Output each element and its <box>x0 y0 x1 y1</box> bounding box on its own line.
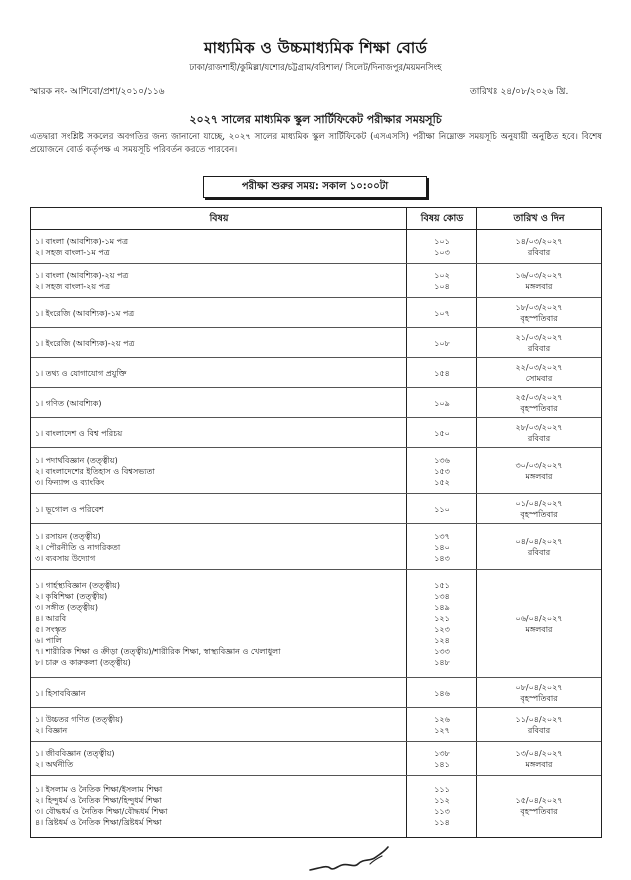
subject-code: ১০১ <box>434 237 450 246</box>
subject-code: ১০৪ <box>434 282 450 291</box>
exam-date: ২৮/০৩/২০২৭ <box>515 423 563 432</box>
exam-date-cell <box>477 613 601 635</box>
signature <box>300 838 410 878</box>
subject-code: ১১০ <box>434 505 450 514</box>
subject-name: ১। ইসলাম ও নৈতিক শিক্ষা/ইসলাম শিক্ষা <box>35 785 163 794</box>
subject-name: ৪। খ্রিষ্টধর্ম ও নৈতিক শিক্ষা/খ্রিষ্টধর্ম শিক্ষা <box>35 818 162 827</box>
subject-name: ১। গণিত (আবশ্যিক) <box>35 399 102 408</box>
subject-name: ৩। বৌদ্ধধর্ম ও নৈতিক শিক্ষা/বৌদ্ধধর্ম শিক্ষা <box>35 807 168 816</box>
subject-code: ১৪৬ <box>434 689 450 698</box>
subject-name: ২। সহজ বাংলা-১ম পত্র <box>35 248 110 257</box>
schedule-row <box>31 358 601 388</box>
exam-day: রবিবার <box>527 726 551 735</box>
subject-code: ১৪৩ <box>434 554 450 563</box>
schedule-row <box>31 388 601 418</box>
subject-name: ১। বাংলা (আবশ্যিক)-২য় পত্র <box>35 271 129 280</box>
exam-date: ২১/০৩/২০২৭ <box>515 333 563 342</box>
subject-name: ৩। ব্যবসায় উদ্যোগ <box>35 554 96 563</box>
exam-date-cell <box>477 392 601 414</box>
subject-code: ১৩৩ <box>434 647 450 656</box>
exam-day: বৃহস্পতিবার <box>520 404 558 413</box>
exam-date-cell <box>477 236 601 258</box>
exam-date-cell <box>477 795 601 817</box>
subject-name: ৭। শারীরিক শিক্ষা ও ক্রীড়া (তত্ত্বীয়)/শারীরিক শিক্ষা, স্বাস্থ্যবিজ্ঞান ও খেলাধুলা <box>35 647 281 656</box>
header-date-day: তারিখ ও দিন <box>513 213 565 224</box>
exam-date-cell <box>477 748 601 770</box>
subject-name: ১। গার্হস্থ্যবিজ্ঞান (তত্ত্বীয়) <box>35 581 120 590</box>
exam-day: মঙ্গলবার <box>525 760 553 769</box>
subject-code: ১৪১ <box>434 760 450 769</box>
subject-name: ১। রসায়ন (তত্ত্বীয়) <box>35 532 101 541</box>
board-name: মাধ্যমিক ও উচ্চমাধ্যমিক শিক্ষা বোর্ড <box>203 39 428 57</box>
subject-name: ২। হিন্দুধর্ম ও নৈতিক শিক্ষা/হিন্দুধর্ম শিক্ষা <box>35 796 162 805</box>
schedule-row <box>31 264 601 298</box>
subject-name: ২। অর্থনীতি <box>35 760 74 769</box>
subject-code: ১০৯ <box>434 399 450 408</box>
subject-name: ২। বিজ্ঞান <box>35 726 68 735</box>
exam-date: ৩০/০৩/২০২৭ <box>515 461 563 470</box>
subject-code: ১৫০ <box>434 429 450 438</box>
exam-date-cell <box>477 498 601 520</box>
subject-code: ১৪৯ <box>434 603 450 612</box>
exam-day: রবিবার <box>527 344 551 353</box>
exam-date-cell <box>477 536 601 558</box>
issue-date: তারিখঃ ২৪/০৮/২০২৬ খ্রি. <box>470 87 569 97</box>
subject-code: ১১২ <box>434 796 450 805</box>
exam-date: ১৫/০৪/২০২৭ <box>515 796 563 805</box>
exam-day: মঙ্গলবার <box>525 625 553 634</box>
subject-code: ১৫৩ <box>434 467 450 476</box>
exam-date: ০৬/০৪/২০২৭ <box>515 614 563 623</box>
exam-date-cell <box>477 460 601 482</box>
subject-name: ১। তথ্য ও যোগাযোগ প্রযুক্তি <box>35 369 127 378</box>
subject-name: ২। কৃষিশিক্ষা (তত্ত্বীয়) <box>35 592 108 601</box>
exam-day: রবিবার <box>527 248 551 257</box>
exam-date-cell <box>477 362 601 384</box>
schedule-row <box>31 776 601 835</box>
exam-date-cell <box>477 302 601 324</box>
subject-code: ১১৪ <box>434 818 450 827</box>
exam-date-cell <box>477 682 601 704</box>
schedule-title: ২০২৭ সালের মাধ্যমিক স্কুল সার্টিফিকেট পরীক্ষার সময়সূচি <box>189 113 442 126</box>
schedule-row <box>31 708 601 742</box>
subject-code: ১০৮ <box>434 339 450 348</box>
intro-paragraph: এতদ্বারা সংশ্লিষ্ট সকলের অবগতির জন্য জানানো যাচ্ছে, ২০২৭ সালের মাধ্যমিক স্কুল সার্টিফিকেট (এসএসসি) পরীক্ষা নিম্নোক্ত সময়সূচি অনুযায়ী অনুষ্ঠিত হবে। বিশেষ প্রয়োজনে বোর্ড কর্তৃপক্ষ এ সময়সূচি পরিবর্তন করতে পারবেন। <box>30 132 602 155</box>
schedule-row <box>31 524 601 570</box>
exam-date-cell <box>477 422 601 444</box>
schedule-row <box>31 298 601 328</box>
exam-day: মঙ্গলবার <box>525 472 553 481</box>
subject-name: ৬। পালি <box>35 636 62 645</box>
subject-name: ৩। সঙ্গীত (তত্ত্বীয়) <box>35 603 98 612</box>
schedule-table <box>30 207 602 838</box>
exam-day: বৃহস্পতিবার <box>520 314 558 323</box>
header-subject: বিষয় <box>209 213 229 224</box>
schedule-row <box>31 328 601 358</box>
exam-date: ১৬/০৩/২০২৭ <box>515 271 563 280</box>
schedule-row <box>31 230 601 264</box>
subject-code: ১০৭ <box>434 309 450 318</box>
subject-name: ১। হিসাববিজ্ঞান <box>35 689 86 698</box>
exam-date-cell <box>477 270 601 292</box>
memo-number: স্মারক নং- আশিবো/প্রশা/২০১০/১১৬ <box>30 87 165 97</box>
subject-code: ১৩৪ <box>434 592 450 601</box>
subject-name: ৩। ফিন্যান্স ও ব্যাংকিং <box>35 478 105 487</box>
board-cities: ঢাকা/রাজশাহী/কুমিল্লা/যশোর/চট্টগ্রাম/বরিশাল/ সিলেট/দিনাজপুর/ময়মনসিংহ <box>189 63 442 73</box>
subject-code: ১২৪ <box>434 636 450 645</box>
subject-name: ৪। আরবি <box>35 614 67 623</box>
subject-code: ১৩৭ <box>434 532 450 541</box>
subject-code: ১০২ <box>434 271 450 280</box>
subject-name: ১। বাংলা (আবশ্যিক)-১ম পত্র <box>35 237 128 246</box>
subject-code: ১৫২ <box>434 478 450 487</box>
schedule-row <box>31 570 601 678</box>
subject-code: ১২১ <box>434 614 450 623</box>
exam-day: বৃহস্পতিবার <box>520 694 558 703</box>
exam-date-cell <box>477 714 601 736</box>
subject-code: ১১৩ <box>434 807 450 816</box>
schedule-row <box>31 418 601 448</box>
subject-name: ২। বাংলাদেশের ইতিহাস ও বিশ্বসভ্যতা <box>35 467 155 476</box>
exam-day: বৃহস্পতিবার <box>520 510 558 519</box>
exam-day: সোমবার <box>525 374 553 383</box>
exam-date: ০৮/০৪/২০২৭ <box>515 683 563 692</box>
subject-name: ২। সহজ বাংলা-২য় পত্র <box>35 282 110 291</box>
exam-date-cell <box>477 332 601 354</box>
subject-name: ১। ইংরেজি (আবশ্যিক)-২য় পত্র <box>35 339 135 348</box>
exam-day: রবিবার <box>527 548 551 557</box>
exam-day: মঙ্গলবার <box>525 282 553 291</box>
exam-date: ১৪/০৩/২০২৭ <box>515 237 563 246</box>
exam-date: ১৩/০৪/২০২৭ <box>515 749 563 758</box>
subject-code: ১০৩ <box>434 248 450 257</box>
exam-start-time: পরীক্ষা শুরুর সময়: সকাল ১০:০০টা <box>203 176 427 198</box>
schedule-row <box>31 494 601 524</box>
schedule-row <box>31 678 601 708</box>
subject-code: ১৪৮ <box>434 658 450 667</box>
subject-name: ১। ইংরেজি (আবশ্যিক)-১ম পত্র <box>35 309 135 318</box>
exam-date: ২২/০৩/২০২৭ <box>515 363 563 372</box>
subject-name: ১। ভূগোল ও পরিবেশ <box>35 505 104 514</box>
subject-code: ১২৩ <box>434 625 450 634</box>
exam-day: বৃহস্পতিবার <box>520 807 558 816</box>
subject-code: ১৩৮ <box>434 749 450 758</box>
subject-code: ১৫১ <box>434 581 450 590</box>
subject-name: ১। জীববিজ্ঞান (তত্ত্বীয়) <box>35 749 115 758</box>
subject-code: ১৪০ <box>434 543 450 552</box>
table-header <box>31 208 601 230</box>
exam-date: ০১/০৪/২০২৭ <box>515 499 563 508</box>
exam-day: রবিবার <box>527 434 551 443</box>
subject-name: ১। বাংলাদেশ ও বিশ্ব পরিচয় <box>35 429 123 438</box>
subject-name: ২। পৌরনীতি ও নাগরিকতা <box>35 543 121 552</box>
exam-date: ২৫/০৩/২০২৭ <box>515 393 563 402</box>
subject-name: ৫। সংস্কৃত <box>35 625 67 634</box>
exam-date: ০৪/০৪/২০২৭ <box>515 537 563 546</box>
subject-name: ৮। চারু ও কারুকলা (তত্ত্বীয়) <box>35 658 131 667</box>
subject-code: ১২৬ <box>434 715 450 724</box>
subject-code: ১৩৬ <box>434 456 450 465</box>
subject-name: ১। উচ্চতর গণিত (তত্ত্বীয়) <box>35 715 124 724</box>
schedule-row <box>31 448 601 494</box>
header-code: বিষয় কোড <box>420 213 464 224</box>
exam-date: ১৮/০৩/২০২৭ <box>515 303 563 312</box>
schedule-row <box>31 742 601 776</box>
subject-code: ১২৭ <box>434 726 450 735</box>
subject-name: ১। পদার্থবিজ্ঞান (তত্ত্বীয়) <box>35 456 118 465</box>
subject-code: ১৫৪ <box>434 369 450 378</box>
subject-code: ১১১ <box>434 785 450 794</box>
exam-date: ১১/০৪/২০২৭ <box>515 715 563 724</box>
